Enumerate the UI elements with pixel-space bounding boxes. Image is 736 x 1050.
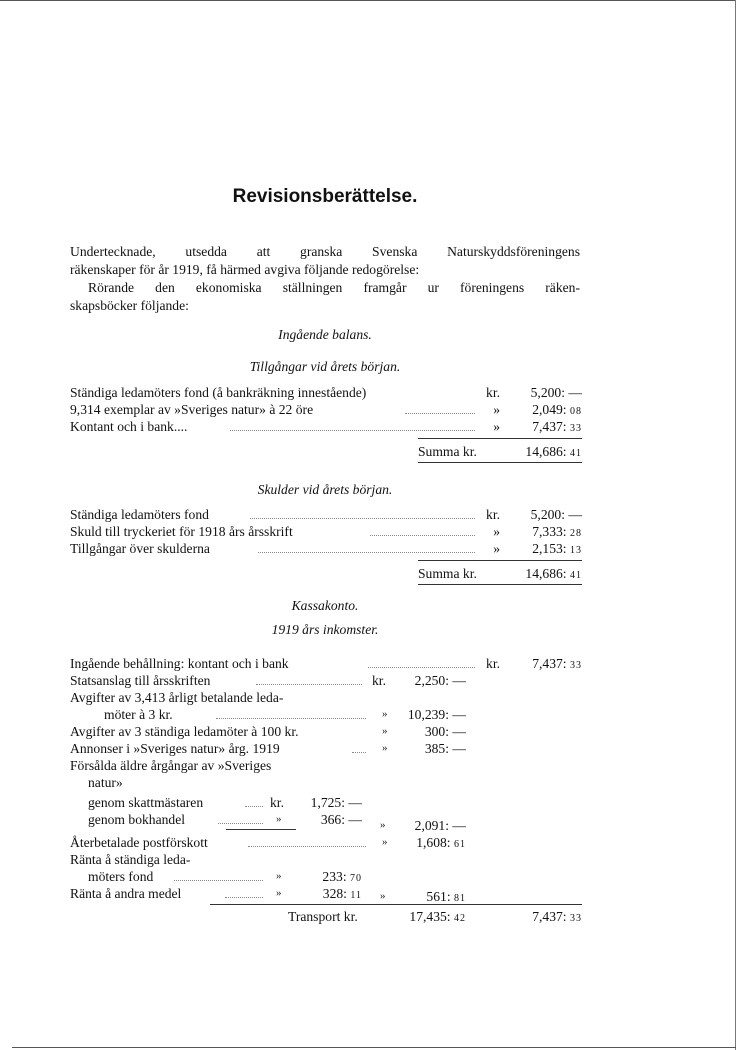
skulder-row: Tillgångar över skulderna » 2,153: 13 <box>70 541 582 556</box>
page-border-top <box>0 0 736 1</box>
page-border-bottom <box>12 1047 736 1048</box>
inkomst-row: natur» <box>88 775 123 790</box>
inkomst-row: genom skattmästaren kr. 1,725: — <box>88 795 362 810</box>
inkomst-row: genom bokhandel » 366: — <box>88 812 362 827</box>
heading-ingaende-balans: Ingående balans. <box>278 327 372 342</box>
heading-kassakonto: Kassakonto. <box>291 598 359 613</box>
tillgangar-row: Kontant och i bank.... » 7,437: 33 <box>70 419 582 434</box>
tillgangar-summa: Summa kr. 14,686: 41 <box>418 444 582 459</box>
intro-line-3: Rörande den ekonomiska ställningen framgår ur föreningens räken- <box>88 280 580 295</box>
heading-inkomster: 1919 års inkomster. <box>271 622 379 637</box>
inkomst-row: möter à 3 kr. » 10,239: — <box>104 707 466 722</box>
skulder-row: Skuld till tryckeriet för 1918 års årsskrift » 7,333: 28 <box>70 524 582 539</box>
inkomst-row: Ingående behållning: kontant och i bank kr. 7,437: 33 <box>70 656 582 671</box>
sum-rule <box>418 560 582 561</box>
heading-skulder: Skulder vid årets början. <box>257 482 393 497</box>
heading-tillgangar: Tillgångar vid årets början. <box>249 359 401 374</box>
tillgangar-row: Ständiga ledamöters fond (å bankräkning innestående) kr. 5,200: — <box>70 385 582 400</box>
document-title: Revisionsberättelse. <box>232 186 418 207</box>
inkomst-row: Annonser i »Sveriges natur» årg. 1919 » 385: — <box>70 741 466 756</box>
inkomst-row: Återbetalade postförskott » 1,608: 61 <box>70 835 466 850</box>
inkomst-subtotal: » 561: 81 <box>380 889 466 904</box>
intro-line-1: Undertecknade, utsedda att granska Svenska Naturskyddsföreningens <box>70 244 580 259</box>
intro-line-2: räkenskaper för år 1919, få härmed avgiva följande redogörelse: <box>70 262 420 277</box>
transport-rule <box>210 904 582 905</box>
inkomst-subtotal: » 2,091: — <box>380 818 466 833</box>
sum-rule <box>418 438 582 439</box>
inkomst-row: Ränta å andra medel » 328: 11 <box>70 886 362 901</box>
inkomst-row: Avgifter av 3 ständiga ledamöter à 100 kr. » 300: — <box>70 724 466 739</box>
inkomst-row: Statsanslag till årsskriften kr. 2,250: — <box>70 673 466 688</box>
inkomst-row: Försålda äldre årgångar av »Sveriges <box>70 758 272 773</box>
inkomst-row: möters fond » 233: 70 <box>88 869 362 884</box>
skulder-summa: Summa kr. 14,686: 41 <box>418 566 582 581</box>
intro-paragraph <box>70 243 580 315</box>
inkomst-row: Avgifter av 3,413 årligt betalande leda- <box>70 690 284 705</box>
sum-rule <box>418 584 582 585</box>
tillgangar-row: 9,314 exemplar av »Sveriges natur» à 22 öre » 2,049: 08 <box>70 402 582 417</box>
intro-line-4: skapsböcker följande: <box>70 298 189 313</box>
transport-row: Transport kr. 17,435: 42 7,437: 33 <box>288 909 582 924</box>
skulder-row: Ständiga ledamöters fond kr. 5,200: — <box>70 507 582 522</box>
sum-rule <box>418 462 582 463</box>
inkomst-row: Ränta å ständiga leda- <box>70 852 191 867</box>
